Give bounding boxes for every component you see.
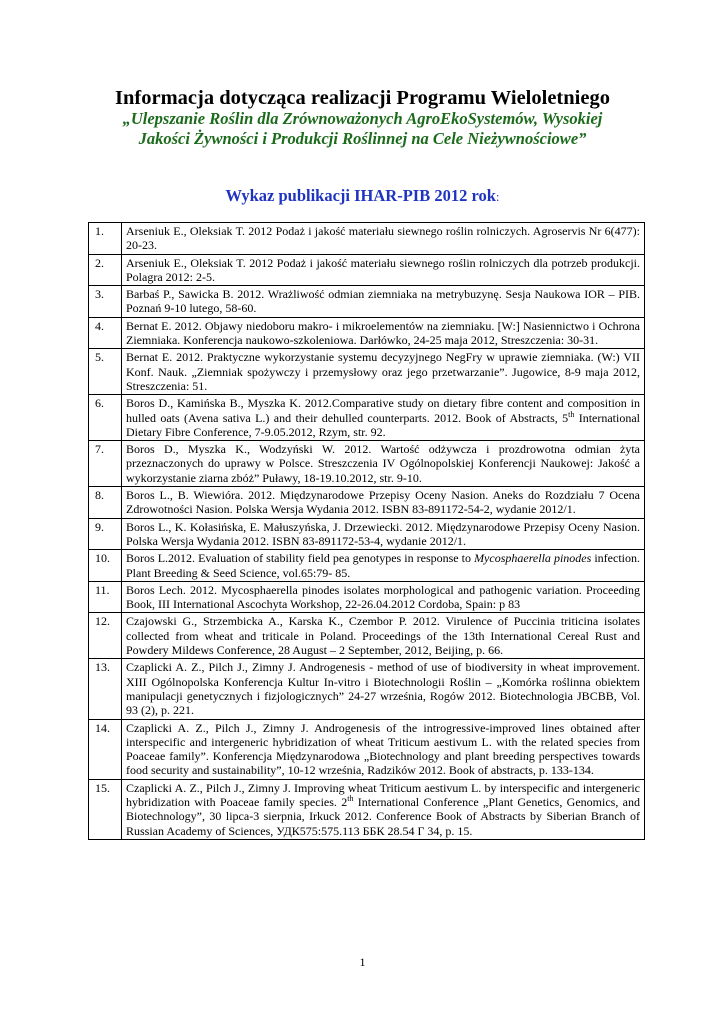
publication-entry — [122, 395, 645, 441]
publication-list-heading — [0, 186, 725, 207]
publication-entry: Czaplicki A. Z., Pilch J., Zimny J. Androgenesis of the introgressive-improved lines obtained after interspecific and intergeneric hybridization of wheat Triticum aestivum L. with the related species from Poaceae family”. Konferencja Międzynarodowa „Biotechnology and plant breeding perspectives towards food security and sustainability”, 10-12 września, Radzików 2012. Book of abstracts, p. 133-134. — [122, 719, 645, 779]
table-row — [89, 518, 645, 550]
entry-text-part: Boros L.2012. Evaluation of stability field pea genotypes in response to — [126, 551, 475, 566]
ordinal-superscript: th — [347, 793, 354, 803]
row-number: 3. — [89, 286, 122, 318]
table-row — [89, 223, 645, 255]
page-number: 1 — [359, 955, 366, 969]
table-row — [89, 286, 645, 318]
row-number: 15. — [89, 779, 122, 839]
table-row — [89, 779, 645, 839]
publication-entry: Bernat E. 2012. Objawy niedoboru makro- i mikroelementów na ziemniaku. [W:] Nasiennictwo i Ochrona Ziemniaka. Konferencja naukowo-szkoleniowa. Darłówko, 24-25 maja 2012, Streszczenia: 30-31. — [122, 317, 645, 349]
publication-entry: Arseniuk E., Oleksiak T. 2012 Podaż i jakość materiału siewnego roślin rolniczych. Agroservis Nr 6(477): 20-23. — [122, 223, 645, 255]
table-row — [89, 317, 645, 349]
row-number: 6. — [89, 395, 122, 441]
entry-text-part: International Dietary Fibre Conference, 7-9.05.2012, Rzym, str. 92. — [126, 410, 641, 439]
entry-text-part: Boros D., Kamińska B., Myszka K. 2012.Comparative study on dietary fibre content and composition in hulled oats (Avena sativa L.) and their dehulled counterparts. 2012. Book of Abstracts, 5 — [126, 396, 640, 425]
table-row — [89, 659, 645, 719]
publication-entry: Barbaś P., Sawicka B. 2012. Wrażliwość odmian ziemniaka na metrybuzynę. Sesja Naukowa IOR – PIB. Poznań 9-10 lutego, 58-60. — [122, 286, 645, 318]
row-number: 8. — [89, 487, 122, 519]
table-row — [89, 254, 645, 286]
row-number: 10. — [89, 550, 122, 582]
entry-text-part: Czaplicki A. Z., Pilch J., Zimny J. Improving wheat Triticum aestivum L. by interspecific and intergeneric hybridization with Poaceae family species. 2 — [126, 780, 640, 809]
publication-entry — [122, 550, 645, 582]
table-row — [89, 719, 645, 779]
publication-entry: Czajowski G., Strzembicka A., Karska K., Czembor P. 2012. Virulence of Puccinia triticina isolates collected from wheat and triticale in Poland. Proceedings of the 13th International Cereal Rust and Powdery Mildews Conference, 28 August – 2 September, 2012, Beijing, p. 66. — [122, 613, 645, 659]
program-subtitle — [0, 109, 725, 149]
publication-entry: Boros D., Myszka K., Wodzyński W. 2012. Wartość odżywcza i prozdrowotna odmian żyta przeznaczonych do uprawy w Polsce. Streszczenia IV Ogólnopolskiej Konferencji Naukowej: Jakość a wykorzystanie ziarna zbóż” Puławy, 18-19.10.2012, str. 9-10. — [122, 441, 645, 487]
table-row — [89, 550, 645, 582]
row-number: 14. — [89, 719, 122, 779]
row-number: 7. — [89, 441, 122, 487]
entry-text-part: infection. Plant Breeding & Seed Science, vol.65:79- 85. — [126, 551, 640, 580]
ordinal-superscript: th — [568, 409, 575, 419]
list-heading-text: Wykaz publikacji IHAR-PIB 2012 rok — [225, 186, 496, 205]
entry-text-part: International Conference „Plant Genetics, Genomics, and Biotechnology”, 30 lipca-3 sierpnia, Irkuck 2012. Conference Book of Abstracts by Siberian Branch of Russian Academy of Sciences, УДК575:575.113 ББК 28.54 Г 34, p. 15. — [126, 794, 640, 838]
list-heading-colon: : — [495, 189, 500, 204]
row-number: 1. — [89, 223, 122, 255]
row-number: 12. — [89, 613, 122, 659]
table-row — [89, 441, 645, 487]
row-number: 9. — [89, 518, 122, 550]
row-number: 4. — [89, 317, 122, 349]
row-number: 5. — [89, 349, 122, 395]
publication-entry: Boros L., B. Wiewióra. 2012. Międzynarodowe Przepisy Oceny Nasion. Aneks do Rozdziału 7 Ocena Zdrowotności Nasion. Polska Wersja Wydania 2012. ISBN 83-891172-54-2, wydanie 2012/1. — [122, 487, 645, 519]
publications-table — [88, 222, 645, 840]
subtitle-line-2: Jakości Żywności i Produkcji Roślinnej na Cele Nieżywnościowe” — [138, 129, 587, 148]
species-name-italic: Mycosphaerella pinodes — [474, 551, 592, 566]
publication-entry: Czaplicki A. Z., Pilch J., Zimny J. Androgenesis - method of use of biodiversity in wheat improvement. XIII Ogólnopolska Konferencja Kultur In-vitro i Biotechnologii Roślin – „Komórka roślinna obiektem manipulacji genetycznych i fizjologicznych” 24-27 września, Rogów 2012. Biotechnologia JBCBB, Vol. 93 (2), p. 221. — [122, 659, 645, 719]
table-row — [89, 487, 645, 519]
table-row — [89, 349, 645, 395]
table-row — [89, 395, 645, 441]
publication-entry: Bernat E. 2012. Praktyczne wykorzystanie systemu decyzyjnego NegFry w uprawie ziemniaka. (W:) VII Konf. Nauk. „Ziemniak spożywczy i przemysłowy oraz jego przetwarzanie”. Jugowice, 8-9 maja 2012, Streszczenia: 51. — [122, 349, 645, 395]
row-number: 13. — [89, 659, 122, 719]
table-row — [89, 613, 645, 659]
row-number: 2. — [89, 254, 122, 286]
subtitle-line-1: „Ulepszanie Roślin dla Zrównoważonych AgroEkoSystemów, Wysokiej — [122, 109, 603, 128]
row-number: 11. — [89, 581, 122, 613]
table-row — [89, 581, 645, 613]
publication-entry: Boros Lech. 2012. Mycosphaerella pinodes isolates morphological and pathogenic variation. Proceeding Book, III International Ascochyta Workshop, 22-26.04.2012 Cordoba, Spain: p 83 — [122, 581, 645, 613]
publication-entry: Boros L., K. Kołasińska, E. Małuszyńska, J. Drzewiecki. 2012. Międzynarodowe Przepisy Oceny Nasion. Polska Wersja Wydania 2012. ISBN 83-891172-53-4, wydanie 2012/1. — [122, 518, 645, 550]
publication-entry: Arseniuk E., Oleksiak T. 2012 Podaż i jakość materiału siewnego roślin rolniczych dla potrzeb produkcji. Polagra 2012: 2-5. — [122, 254, 645, 286]
document-title: Informacja dotycząca realizacji Programu Wieloletniego — [115, 87, 610, 109]
publication-entry — [122, 779, 645, 839]
